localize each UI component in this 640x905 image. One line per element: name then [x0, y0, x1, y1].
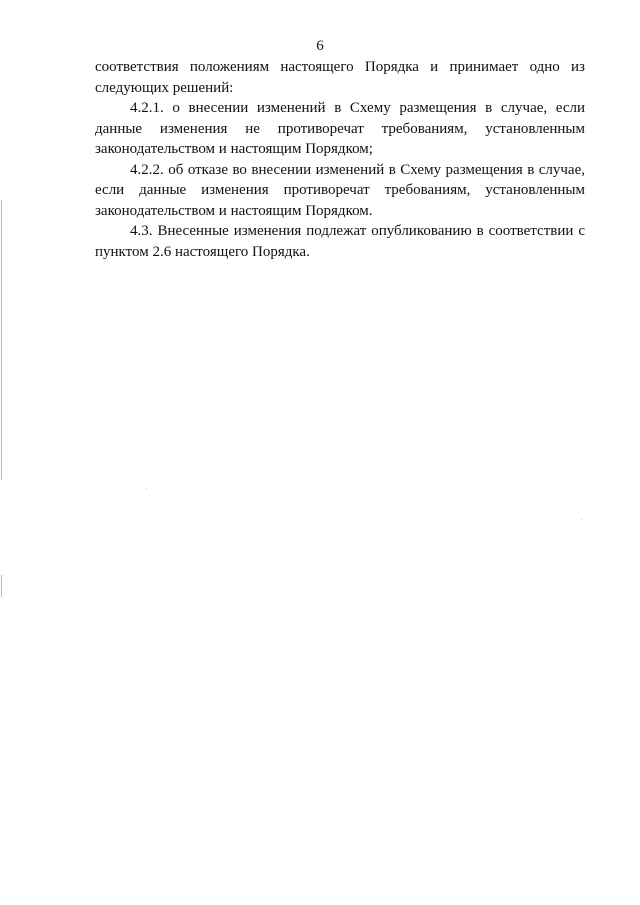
- scan-edge-mark: [1, 200, 2, 480]
- paragraph-4-3: 4.3. Внесенные изменения подлежат опубликованию в соответствии с пунктом 2.6 настоящего Порядка.: [95, 223, 585, 260]
- paragraph-intro: соответствия положениям настоящего Порядка и принимает одно из следующих решений:: [95, 59, 585, 96]
- scan-dust-dot: [146, 488, 147, 489]
- page-number: 6: [316, 38, 324, 54]
- scan-edge-mark: [1, 575, 2, 597]
- paragraph-4-2-2: 4.2.2. об отказе во внесении изменений в Схему размещения в случае, если данные изменения противоречат требованиям, установленным законодательством и настоящим Порядком.: [95, 161, 585, 219]
- scan-dust-dot: [581, 519, 582, 520]
- paragraph-4-2-1: 4.2.1. о внесении изменений в Схему размещения в случае, если данные изменения не противоречат требованиям, установленным законодательством и настоящим Порядком;: [95, 100, 585, 157]
- document-body: [95, 57, 585, 262]
